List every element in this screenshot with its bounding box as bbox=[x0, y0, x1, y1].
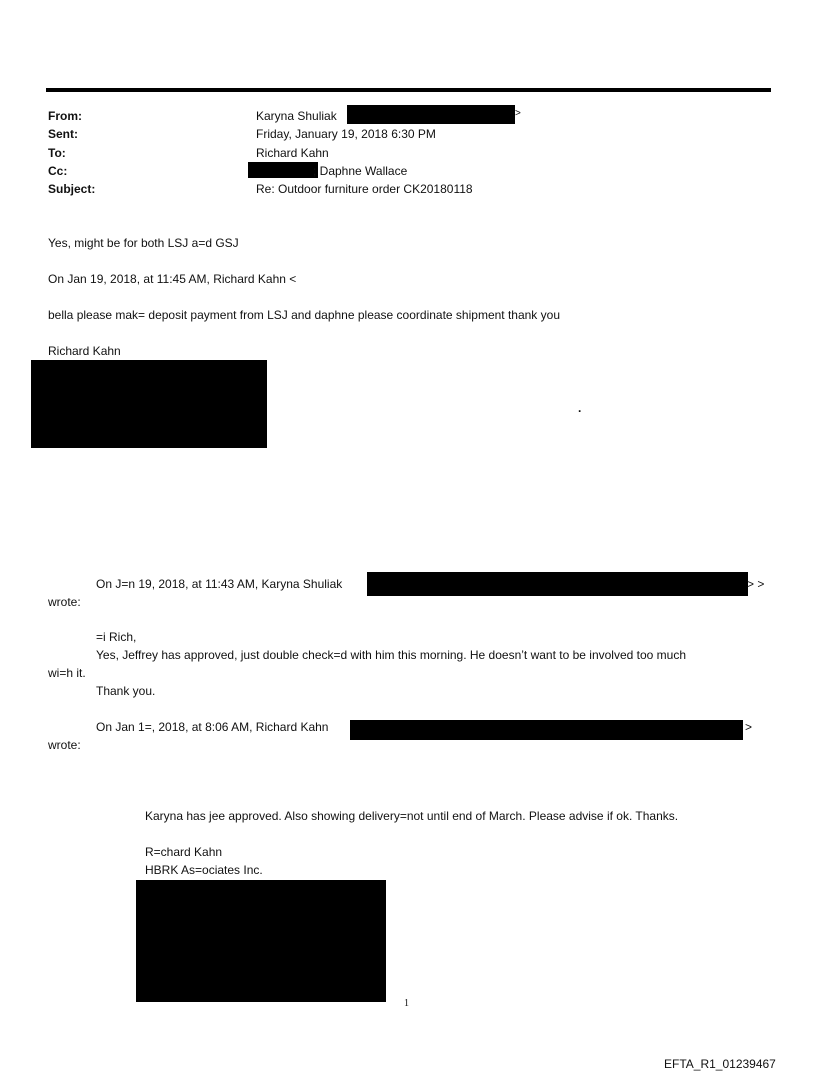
document-id: EFTA_R1_01239467 bbox=[664, 1057, 776, 1071]
quote2-signature-company: HBRK As=ociates Inc. bbox=[145, 863, 263, 877]
from-label: From: bbox=[48, 109, 82, 123]
redaction-from-email bbox=[347, 105, 515, 124]
quote2-wrote: wrote: bbox=[48, 738, 81, 752]
quote2-header: On Jan 1=, 2018, at 8:06 AM, Richard Kahn bbox=[96, 720, 329, 734]
quote1-header-end: > > bbox=[747, 577, 765, 591]
body-line-3: bella please mak= deposit payment from LSJ and daphne please coordinate shipment thank you bbox=[48, 308, 560, 322]
quote2-signature-name: R=chard Kahn bbox=[145, 845, 223, 859]
quote2-header-end: > bbox=[745, 720, 753, 734]
redaction-quote1-email bbox=[367, 572, 748, 596]
quote1-header: On J=n 19, 2018, at 11:43 AM, Karyna Shuliak bbox=[96, 577, 343, 591]
quote1-thanks: Thank you. bbox=[96, 684, 156, 698]
quote1-greeting: =i Rich, bbox=[96, 630, 137, 644]
sent-value: Friday, January 19, 2018 6:30 PM bbox=[256, 127, 436, 141]
stray-dot: . bbox=[578, 401, 582, 415]
quote1-text-a: Yes, Jeffrey has approved, just double check=d with him this morning. He doesn’t want to be involved too much bbox=[96, 648, 687, 662]
body-line-2: On Jan 19, 2018, at 11:45 AM, Richard Kahn < bbox=[48, 272, 297, 286]
sent-label: Sent: bbox=[48, 127, 78, 141]
quote2-text: Karyna has jee approved. Also showing delivery=not until end of March. Please advise if ok. Thanks. bbox=[145, 809, 679, 823]
redaction-quote2-email bbox=[350, 720, 743, 740]
to-value: Richard Kahn bbox=[256, 146, 329, 160]
page-number: 1 bbox=[404, 998, 409, 1009]
from-suffix: > bbox=[515, 108, 521, 119]
body-line-1: Yes, might be for both LSJ a=d GSJ bbox=[48, 236, 239, 250]
cc-label: Cc: bbox=[48, 164, 68, 178]
redaction-cc bbox=[248, 162, 318, 178]
quote1-text-b: wi=h it. bbox=[48, 666, 86, 680]
signature-name: Richard Kahn bbox=[48, 344, 121, 358]
cc-value: ; Daphne Wallace bbox=[313, 164, 408, 178]
to-label: To: bbox=[48, 146, 66, 160]
quote1-wrote: wrote: bbox=[48, 595, 81, 609]
from-name: Karyna Shuliak bbox=[256, 109, 337, 123]
redaction-quote2-signature bbox=[136, 880, 386, 1002]
redaction-signature-block bbox=[31, 360, 267, 448]
subject-value: Re: Outdoor furniture order CK20180118 bbox=[256, 182, 473, 196]
subject-label: Subject: bbox=[48, 182, 96, 196]
header-rule bbox=[46, 88, 771, 92]
